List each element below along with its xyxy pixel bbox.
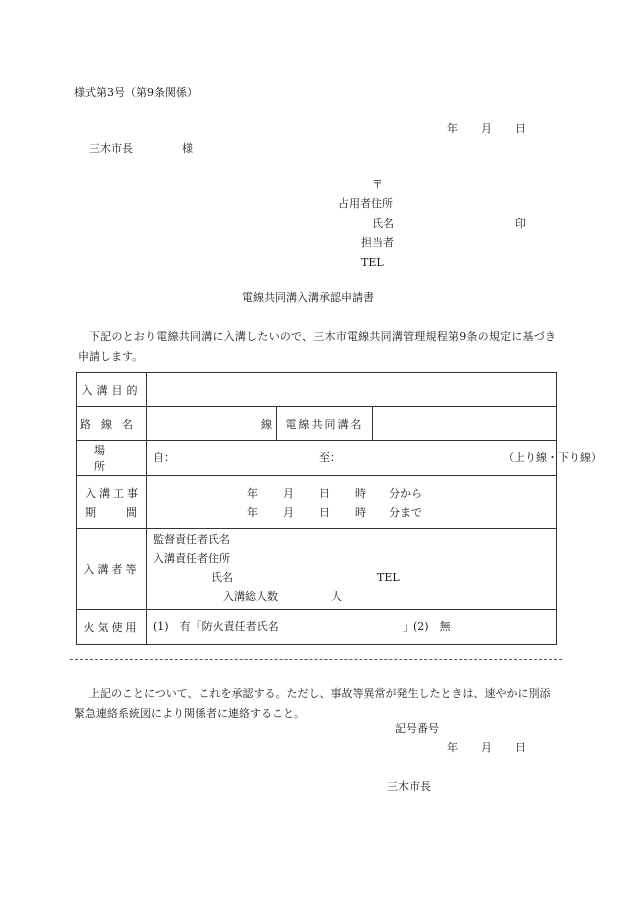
row-period — [77, 476, 557, 529]
approval-date-day: 日 — [515, 741, 526, 754]
period-to-hour: 時 — [355, 506, 366, 519]
applicant-name-label: 氏名 — [372, 217, 394, 230]
row-route — [77, 407, 557, 441]
record-number-label: 記号番号 — [395, 722, 439, 735]
date-day: 日 — [515, 122, 526, 135]
place-field[interactable] — [147, 441, 602, 476]
row-entrants — [77, 529, 557, 610]
addressee: 三木市長 — [89, 142, 133, 155]
place-direction: （上り線・下り線） — [503, 451, 602, 464]
route-suffix: 線 — [261, 417, 272, 431]
date-month: 月 — [481, 122, 492, 135]
applicant-contact-label: 担当者 — [361, 236, 394, 249]
applicant-address-label: 占用者住所 — [338, 197, 393, 210]
approval-date-month: 月 — [481, 741, 492, 754]
approval-signer: 三木市長 — [387, 780, 431, 793]
period-label-2: 期間 — [85, 506, 167, 519]
conduit-label: 電線共同溝名 — [277, 407, 373, 441]
approval-date-year: 年 — [447, 741, 458, 754]
intro-text: 下記のとおり電線共同溝に入溝したいので、三木市電線共同溝管理規程第9条の規定に基づき申請します。 — [78, 330, 556, 363]
conduit-field[interactable] — [373, 407, 557, 441]
period-from-minute: 分から — [389, 487, 422, 500]
place-from: 自： — [153, 451, 175, 464]
period-label-1: 入溝工事 — [85, 487, 141, 500]
addressee-honorific: 様 — [182, 142, 193, 155]
entrant-address-label: 入溝責任者住所 — [153, 552, 230, 565]
period-from-hour: 時 — [355, 487, 366, 500]
applicant-tel-label: TEL — [361, 256, 384, 269]
period-from-day: 日 — [319, 487, 330, 500]
document-title: 電線共同溝入溝承認申請書 — [242, 291, 374, 304]
people-unit: 人 — [331, 590, 342, 603]
purpose-field[interactable] — [147, 373, 557, 407]
place-to: 至： — [319, 451, 341, 464]
row-fire — [77, 610, 557, 645]
route-label: 路線名 — [77, 407, 147, 441]
fire-label: 火気使用 — [77, 610, 147, 645]
fire-option-close: 」 — [403, 620, 414, 633]
period-from-month: 月 — [283, 487, 294, 500]
period-field[interactable] — [147, 476, 557, 529]
period-label — [77, 476, 167, 529]
entrants-label: 入溝者等 — [77, 529, 147, 610]
form-number: 様式第3号（第9条関係） — [74, 86, 198, 99]
entrant-tel-label: TEL — [377, 571, 400, 584]
place-label: 場所 — [77, 441, 147, 476]
fire-option-1: (1) 有「防火責任者氏名 — [153, 620, 279, 633]
period-to-month: 月 — [283, 506, 294, 519]
approval-paragraph — [74, 684, 556, 724]
purpose-label: 入溝目的 — [77, 373, 147, 407]
fire-field[interactable] — [147, 610, 557, 645]
row-purpose — [77, 373, 557, 407]
date-year: 年 — [447, 122, 458, 135]
total-people-label: 入溝総人数 — [223, 590, 278, 603]
intro-paragraph — [78, 327, 556, 367]
route-field[interactable] — [147, 407, 277, 441]
postal-mark: 〒 — [372, 178, 383, 191]
row-place — [77, 441, 557, 476]
entrant-name-label: 氏名 — [211, 571, 233, 584]
entrants-field[interactable] — [147, 529, 557, 610]
period-to-minute: 分まで — [389, 506, 422, 519]
application-table — [76, 372, 602, 645]
period-to-year: 年 — [247, 506, 258, 519]
seal-mark: 印 — [515, 217, 526, 230]
supervisor-name-label: 監督責任者氏名 — [153, 533, 230, 546]
fire-option-2: (2) 無 — [413, 620, 451, 633]
cut-line-divider — [70, 659, 562, 660]
period-from-year: 年 — [247, 487, 258, 500]
period-to-day: 日 — [319, 506, 330, 519]
approval-text: 上記のことについて、これを承認する。ただし、事故等異常が発生したときは、速やかに別添緊急連絡系統図により関係者に連絡すること。 — [74, 687, 551, 720]
